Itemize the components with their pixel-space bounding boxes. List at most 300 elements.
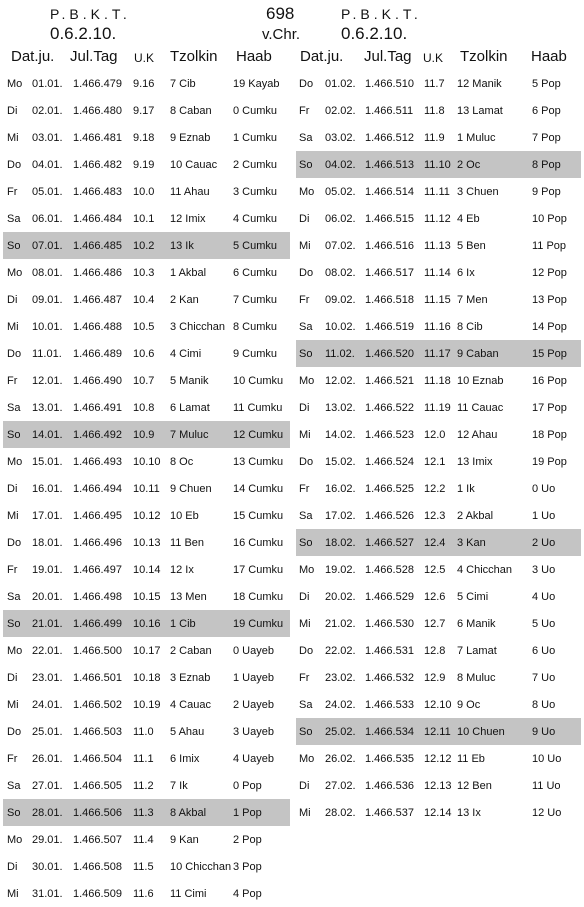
table-row	[296, 772, 581, 799]
tzolkin-cell: 9 Caban	[457, 348, 499, 360]
haab-cell: 5 Cumku	[233, 240, 278, 252]
date-cell: 22.01.	[32, 645, 63, 657]
haab-cell: 15 Pop	[532, 348, 567, 360]
date-cell: 06.01.	[32, 213, 63, 225]
julian-day-cell: 1.466.496	[73, 537, 122, 549]
date-cell: 03.02.	[325, 132, 356, 144]
date-cell: 19.01.	[32, 564, 63, 576]
haab-cell: 3 Cumku	[233, 186, 278, 198]
weekday-cell: Mi	[299, 240, 311, 252]
tzolkin-cell: 4 Eb	[457, 213, 480, 225]
table-row	[3, 232, 290, 259]
weekday-cell: So	[7, 429, 21, 441]
julian-day-cell: 1.466.512	[365, 132, 414, 144]
julian-day-cell: 1.466.486	[73, 267, 122, 279]
table-row	[296, 664, 581, 691]
date-cell: 17.01.	[32, 510, 63, 522]
julian-day-cell: 1.466.533	[365, 699, 414, 711]
weekday-cell: Do	[299, 78, 314, 90]
col-header-dat-ju: Dat.ju.	[11, 48, 55, 65]
haab-cell: 0 Uo	[532, 483, 556, 495]
julian-day-cell: 1.466.483	[73, 186, 122, 198]
uk-cell: 12.11	[424, 726, 451, 738]
julian-day-cell: 1.466.495	[73, 510, 122, 522]
julian-day-cell: 1.466.487	[73, 294, 122, 306]
tzolkin-cell: 1 Muluc	[457, 132, 496, 144]
julian-day-cell: 1.466.497	[73, 564, 122, 576]
table-row	[296, 529, 581, 556]
tzolkin-cell: 12 Manik	[457, 78, 502, 90]
julian-day-cell: 1.466.536	[365, 780, 414, 792]
date-cell: 18.02.	[325, 537, 356, 549]
uk-cell: 11.0	[133, 726, 154, 738]
table-row	[3, 151, 290, 178]
haab-cell: 17 Pop	[532, 402, 567, 414]
uk-cell: 9.16	[133, 78, 155, 90]
julian-day-cell: 1.466.492	[73, 429, 122, 441]
weekday-cell: Fr	[299, 483, 310, 495]
table-row	[296, 340, 581, 367]
haab-cell: 11 Cumku	[233, 402, 283, 414]
table-row	[296, 745, 581, 772]
julian-day-cell: 1.466.532	[365, 672, 414, 684]
haab-cell: 3 Uayeb	[233, 726, 274, 738]
date-cell: 30.01.	[32, 861, 63, 873]
col-header-jul-tag: Jul.Tag	[70, 48, 118, 65]
haab-cell: 12 Cumku	[233, 429, 284, 441]
uk-cell: 10.10	[133, 456, 161, 468]
julian-day-cell: 1.466.502	[73, 699, 122, 711]
uk-cell: 11.11	[424, 186, 450, 198]
weekday-cell: Di	[7, 483, 18, 495]
haab-cell: 8 Uo	[532, 699, 556, 711]
date-cell: 31.01.	[32, 888, 63, 900]
date-cell: 21.02.	[325, 618, 356, 630]
tzolkin-cell: 10 Cauac	[170, 159, 218, 171]
haab-cell: 0 Uayeb	[233, 645, 274, 657]
julian-day-cell: 1.466.480	[73, 105, 122, 117]
tzolkin-cell: 7 Muluc	[170, 429, 209, 441]
date-cell: 01.02.	[325, 78, 356, 90]
date-cell: 09.02.	[325, 294, 356, 306]
weekday-cell: Mo	[7, 834, 23, 846]
tzolkin-cell: 10 Chuen	[457, 726, 505, 738]
table-row	[3, 367, 290, 394]
uk-cell: 12.14	[424, 807, 452, 819]
uk-cell: 10.5	[133, 321, 155, 333]
weekday-cell: Fr	[7, 186, 18, 198]
uk-cell: 12.4	[424, 537, 446, 549]
tzolkin-cell: 9 Chuen	[170, 483, 212, 495]
table-row	[3, 637, 290, 664]
julian-day-cell: 1.466.503	[73, 726, 122, 738]
weekday-cell: Fr	[7, 564, 18, 576]
uk-cell: 10.11	[133, 483, 160, 495]
tzolkin-cell: 8 Cib	[457, 321, 483, 333]
table-row	[3, 313, 290, 340]
date-cell: 08.02.	[325, 267, 356, 279]
tzolkin-cell: 12 Ahau	[457, 429, 498, 441]
table-row	[3, 340, 290, 367]
julian-day-cell: 1.466.484	[73, 213, 122, 225]
tzolkin-cell: 3 Eznab	[170, 672, 211, 684]
tzolkin-cell: 13 Lamat	[457, 105, 503, 117]
uk-cell: 10.3	[133, 267, 155, 279]
date-cell: 27.01.	[32, 780, 63, 792]
uk-cell: 10.4	[133, 294, 155, 306]
uk-cell: 12.0	[424, 429, 446, 441]
weekday-cell: Mi	[7, 132, 19, 144]
weekday-cell: Mo	[7, 78, 23, 90]
weekday-cell: Mo	[7, 456, 23, 468]
weekday-cell: So	[299, 348, 313, 360]
tzolkin-cell: 2 Kan	[170, 294, 199, 306]
haab-cell: 19 Cumku	[233, 618, 284, 630]
date-cell: 25.02.	[325, 726, 356, 738]
julian-day-cell: 1.466.514	[365, 186, 414, 198]
julian-day-cell: 1.466.479	[73, 78, 122, 90]
weekday-cell: Sa	[299, 699, 313, 711]
date-cell: 11.01.	[32, 348, 62, 360]
julian-day-cell: 1.466.524	[365, 456, 414, 468]
weekday-cell: Mi	[7, 510, 19, 522]
haab-cell: 4 Uayeb	[233, 753, 274, 765]
uk-cell: 10.12	[133, 510, 161, 522]
julian-day-cell: 1.466.522	[365, 402, 414, 414]
julian-day-cell: 1.466.518	[365, 294, 414, 306]
julian-day-cell: 1.466.481	[73, 132, 122, 144]
julian-day-cell: 1.466.517	[365, 267, 414, 279]
tzolkin-cell: 3 Kan	[457, 537, 486, 549]
haab-cell: 8 Pop	[532, 159, 561, 171]
julian-day-cell: 1.466.509	[73, 888, 122, 900]
uk-cell: 12.2	[424, 483, 446, 495]
julian-day-cell: 1.466.488	[73, 321, 122, 333]
date-cell: 26.02.	[325, 753, 356, 765]
haab-cell: 16 Cumku	[233, 537, 284, 549]
date-cell: 15.01.	[32, 456, 63, 468]
uk-cell: 11.10	[424, 159, 451, 171]
tzolkin-cell: 7 Ik	[170, 780, 188, 792]
haab-cell: 9 Cumku	[233, 348, 278, 360]
julian-day-cell: 1.466.523	[365, 429, 414, 441]
table-row	[296, 178, 581, 205]
haab-cell: 1 Pop	[233, 807, 262, 819]
haab-cell: 7 Uo	[532, 672, 556, 684]
weekday-cell: Mo	[299, 375, 315, 387]
weekday-cell: So	[299, 537, 313, 549]
col-header-uk: U.K	[423, 51, 444, 65]
table-row	[296, 502, 581, 529]
haab-cell: 2 Uayeb	[233, 699, 274, 711]
tzolkin-cell: 13 Ix	[457, 807, 481, 819]
haab-cell: 8 Cumku	[233, 321, 278, 333]
tzolkin-cell: 2 Akbal	[457, 510, 494, 522]
haab-cell: 9 Pop	[532, 186, 561, 198]
table-row	[3, 394, 290, 421]
haab-cell: 17 Cumku	[233, 564, 284, 576]
date-cell: 24.02.	[325, 699, 356, 711]
haab-cell: 16 Pop	[532, 375, 567, 387]
table-row	[296, 799, 581, 826]
weekday-cell: So	[7, 240, 21, 252]
weekday-cell: Mo	[7, 267, 23, 279]
january-table	[3, 48, 290, 907]
haab-cell: 19 Kayab	[233, 78, 280, 90]
date-cell: 06.02.	[325, 213, 356, 225]
weekday-cell: Do	[7, 348, 22, 360]
julian-day-cell: 1.466.513	[365, 159, 414, 171]
haab-cell: 15 Cumku	[233, 510, 284, 522]
haab-cell: 6 Pop	[532, 105, 561, 117]
julian-day-cell: 1.466.516	[365, 240, 414, 252]
tzolkin-cell: 13 Imix	[457, 456, 493, 468]
uk-cell: 10.18	[133, 672, 161, 684]
julian-day-cell: 1.466.491	[73, 402, 122, 414]
date-cell: 28.01.	[32, 807, 63, 819]
date-cell: 17.02.	[325, 510, 356, 522]
haab-cell: 10 Uo	[532, 753, 562, 765]
haab-cell: 7 Pop	[532, 132, 561, 144]
table-row	[3, 448, 290, 475]
haab-cell: 6 Cumku	[233, 267, 278, 279]
right-long-count: 0.6.2.10.	[341, 24, 408, 43]
uk-cell: 11.14	[424, 267, 451, 279]
julian-day-cell: 1.466.500	[73, 645, 122, 657]
table-row	[296, 421, 581, 448]
table-row	[3, 772, 290, 799]
year-number: 698	[266, 4, 295, 23]
table-row	[296, 205, 581, 232]
table-row	[296, 691, 581, 718]
table-row	[3, 286, 290, 313]
tzolkin-cell: 12 Ben	[457, 780, 492, 792]
julian-day-cell: 1.466.530	[365, 618, 414, 630]
julian-day-cell: 1.466.490	[73, 375, 122, 387]
weekday-cell: Mi	[299, 429, 311, 441]
tzolkin-cell: 12 Imix	[170, 213, 206, 225]
table-row	[3, 178, 290, 205]
weekday-cell: Di	[7, 294, 18, 306]
julian-day-cell: 1.466.537	[365, 807, 414, 819]
date-cell: 13.02.	[325, 402, 356, 414]
february-rows	[296, 70, 581, 826]
uk-cell: 12.5	[424, 564, 446, 576]
tzolkin-cell: 11 Cimi	[170, 888, 207, 900]
col-header-dat-ju: Dat.ju.	[300, 48, 344, 65]
tzolkin-cell: 9 Oc	[457, 699, 481, 711]
weekday-cell: Mi	[7, 699, 19, 711]
table-row	[3, 502, 290, 529]
julian-day-cell: 1.466.499	[73, 618, 122, 630]
haab-cell: 18 Cumku	[233, 591, 284, 603]
tzolkin-cell: 5 Cimi	[457, 591, 489, 603]
haab-cell: 11 Pop	[532, 240, 567, 252]
haab-cell: 6 Uo	[532, 645, 556, 657]
tzolkin-cell: 11 Eb	[457, 753, 485, 765]
weekday-cell: Sa	[299, 132, 313, 144]
left-long-count: 0.6.2.10.	[50, 24, 117, 43]
julian-day-cell: 1.466.498	[73, 591, 122, 603]
julian-day-cell: 1.466.520	[365, 348, 414, 360]
uk-cell: 10.7	[133, 375, 155, 387]
col-header-tzolkin: Tzolkin	[460, 48, 508, 65]
julian-day-cell: 1.466.531	[365, 645, 414, 657]
uk-cell: 10.2	[133, 240, 155, 252]
tzolkin-cell: 1 Cib	[170, 618, 196, 630]
uk-cell: 10.0	[133, 186, 155, 198]
uk-cell: 10.9	[133, 429, 155, 441]
table-row	[3, 826, 290, 853]
tzolkin-cell: 5 Ben	[457, 240, 486, 252]
haab-cell: 4 Cumku	[233, 213, 278, 225]
table-row	[296, 313, 581, 340]
uk-cell: 11.6	[133, 888, 154, 900]
haab-cell: 4 Uo	[532, 591, 556, 603]
uk-cell: 11.1	[133, 753, 154, 765]
col-header-haab: Haab	[531, 48, 567, 65]
table-row	[3, 421, 290, 448]
tzolkin-cell: 13 Men	[170, 591, 207, 603]
julian-day-cell: 1.466.521	[365, 375, 414, 387]
weekday-cell: So	[299, 159, 313, 171]
julian-day-cell: 1.466.485	[73, 240, 122, 252]
weekday-cell: Do	[299, 645, 314, 657]
weekday-cell: Mi	[7, 888, 19, 900]
uk-cell: 11.17	[424, 348, 451, 360]
weekday-cell: Di	[7, 105, 18, 117]
weekday-cell: Mo	[299, 186, 315, 198]
table-row	[296, 475, 581, 502]
date-cell: 02.01.	[32, 105, 63, 117]
weekday-cell: So	[7, 807, 21, 819]
julian-day-cell: 1.466.511	[365, 105, 414, 117]
table-row	[3, 124, 290, 151]
tzolkin-cell: 5 Manik	[170, 375, 209, 387]
tzolkin-cell: 10 Chicchan	[170, 861, 232, 873]
date-cell: 20.02.	[325, 591, 356, 603]
uk-cell: 11.2	[133, 780, 154, 792]
date-cell: 07.02.	[325, 240, 356, 252]
uk-cell: 11.13	[424, 240, 451, 252]
table-row	[3, 583, 290, 610]
tzolkin-cell: 6 Lamat	[170, 402, 210, 414]
weekday-cell: Mo	[7, 645, 23, 657]
haab-cell: 13 Cumku	[233, 456, 284, 468]
weekday-cell: Do	[299, 267, 314, 279]
weekday-cell: Sa	[299, 321, 313, 333]
uk-cell: 11.5	[133, 861, 154, 873]
table-row	[296, 556, 581, 583]
left-period-label: P.B.K.T.	[50, 6, 131, 22]
date-cell: 10.01.	[32, 321, 63, 333]
haab-cell: 7 Cumku	[233, 294, 278, 306]
tzolkin-cell: 11 Cauac	[457, 402, 504, 414]
haab-cell: 18 Pop	[532, 429, 567, 441]
tzolkin-cell: 6 Imix	[170, 753, 200, 765]
col-header-jul-tag: Jul.Tag	[364, 48, 412, 65]
tzolkin-cell: 12 Ix	[170, 564, 194, 576]
uk-cell: 11.18	[424, 375, 451, 387]
uk-cell: 12.1	[424, 456, 446, 468]
tzolkin-cell: 11 Ben	[170, 537, 205, 549]
weekday-cell: Mo	[299, 564, 315, 576]
table-row	[3, 556, 290, 583]
haab-cell: 5 Pop	[532, 78, 561, 90]
table-row	[3, 610, 290, 637]
table-row	[296, 583, 581, 610]
date-cell: 23.01.	[32, 672, 63, 684]
haab-cell: 3 Pop	[233, 861, 262, 873]
date-cell: 04.02.	[325, 159, 356, 171]
uk-cell: 10.1	[133, 213, 155, 225]
tzolkin-cell: 4 Chicchan	[457, 564, 513, 576]
tzolkin-cell: 1 Akbal	[170, 267, 207, 279]
table-row	[296, 97, 581, 124]
tzolkin-cell: 7 Men	[457, 294, 488, 306]
weekday-cell: Sa	[7, 402, 21, 414]
uk-cell: 10.13	[133, 537, 161, 549]
julian-day-cell: 1.466.527	[365, 537, 414, 549]
date-cell: 29.01.	[32, 834, 63, 846]
tzolkin-cell: 10 Eb	[170, 510, 199, 522]
tzolkin-cell: 4 Cauac	[170, 699, 211, 711]
julian-day-cell: 1.466.501	[73, 672, 122, 684]
julian-day-cell: 1.466.505	[73, 780, 122, 792]
col-header-uk: U.K	[134, 51, 155, 65]
table-row	[296, 610, 581, 637]
julian-day-cell: 1.466.504	[73, 753, 122, 765]
weekday-cell: Do	[7, 726, 22, 738]
tzolkin-cell: 9 Kan	[170, 834, 199, 846]
haab-cell: 4 Pop	[233, 888, 262, 900]
haab-cell: 12 Uo	[532, 807, 562, 819]
weekday-cell: Mi	[7, 321, 19, 333]
table-row	[296, 367, 581, 394]
table-row	[296, 286, 581, 313]
uk-cell: 10.17	[133, 645, 161, 657]
date-cell: 22.02.	[325, 645, 356, 657]
tzolkin-cell: 8 Caban	[170, 105, 212, 117]
weekday-cell: Di	[299, 213, 310, 225]
col-header-tzolkin: Tzolkin	[170, 48, 218, 65]
table-row	[3, 691, 290, 718]
uk-cell: 10.6	[133, 348, 155, 360]
uk-cell: 12.7	[424, 618, 446, 630]
julian-day-cell: 1.466.507	[73, 834, 122, 846]
weekday-cell: Mi	[299, 807, 311, 819]
year-era: v.Chr.	[262, 26, 301, 43]
weekday-cell: Sa	[7, 591, 21, 603]
uk-cell: 11.16	[424, 321, 451, 333]
julian-day-cell: 1.466.493	[73, 456, 122, 468]
table-row	[3, 664, 290, 691]
uk-cell: 9.17	[133, 105, 155, 117]
tzolkin-cell: 3 Chicchan	[170, 321, 226, 333]
uk-cell: 9.18	[133, 132, 155, 144]
julian-day-cell: 1.466.508	[73, 861, 122, 873]
table-row	[3, 745, 290, 772]
right-period-label: P.B.K.T.	[341, 6, 422, 22]
uk-cell: 12.9	[424, 672, 446, 684]
date-cell: 03.01.	[32, 132, 63, 144]
date-cell: 23.02.	[325, 672, 356, 684]
table-row	[3, 70, 290, 97]
julian-day-cell: 1.466.510	[365, 78, 414, 90]
weekday-cell: Fr	[299, 294, 310, 306]
haab-cell: 14 Cumku	[233, 483, 284, 495]
haab-cell: 13 Pop	[532, 294, 567, 306]
